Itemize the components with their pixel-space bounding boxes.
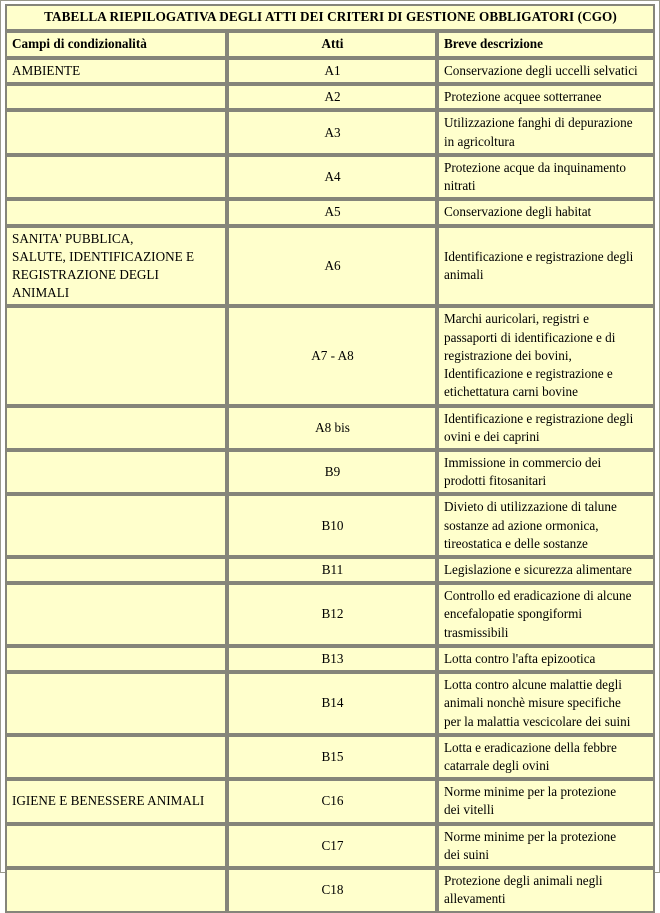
descrizione-line: Protezione degli animali negli bbox=[444, 873, 603, 889]
cell-breve-descrizione bbox=[437, 646, 655, 672]
cell-breve-descrizione bbox=[437, 306, 655, 405]
table-row bbox=[5, 199, 655, 225]
table-row bbox=[5, 450, 655, 494]
cell-breve-descrizione bbox=[437, 583, 655, 646]
descrizione-line: animali nonchè misure specifiche bbox=[444, 695, 621, 711]
campo-line: REGISTRAZIONE DEGLI bbox=[12, 266, 159, 282]
descrizione-line: Protezione acque da inquinamento bbox=[444, 159, 626, 175]
descrizione-line: catarrale degli ovini bbox=[444, 758, 550, 773]
cell-breve-descrizione bbox=[437, 824, 655, 868]
cell-campo-condizionalita bbox=[5, 406, 227, 450]
cell-breve-descrizione bbox=[437, 779, 655, 823]
cell-breve-descrizione bbox=[437, 58, 655, 84]
cell-breve-descrizione bbox=[437, 450, 655, 494]
table-row bbox=[5, 110, 655, 154]
cell-campo-condizionalita bbox=[5, 646, 227, 672]
table-row bbox=[5, 155, 655, 199]
descrizione-line: registrazione dei bovini, bbox=[444, 347, 572, 363]
cell-campo-condizionalita bbox=[5, 226, 227, 307]
table-row bbox=[5, 306, 655, 405]
cell-campo-condizionalita bbox=[5, 672, 227, 735]
cell-atto-code: B10 bbox=[227, 494, 437, 557]
table-row bbox=[5, 779, 655, 823]
cell-atto-code: C17 bbox=[227, 824, 437, 868]
descrizione-line: Utilizzazione fanghi di depurazione bbox=[444, 115, 633, 131]
table-row bbox=[5, 557, 655, 583]
cell-breve-descrizione bbox=[437, 494, 655, 557]
descrizione-line: Divieto di utilizzazione di talune bbox=[444, 499, 617, 515]
table-row bbox=[5, 735, 655, 779]
cell-atto-code: B9 bbox=[227, 450, 437, 494]
cell-campo-condizionalita bbox=[5, 494, 227, 557]
descrizione-line: Lotta contro alcune malattie degli bbox=[444, 677, 622, 693]
descrizione-line: dei suini bbox=[444, 846, 490, 862]
cell-breve-descrizione bbox=[437, 406, 655, 450]
cell-campo-condizionalita bbox=[5, 868, 227, 912]
cell-breve-descrizione bbox=[437, 226, 655, 307]
cell-atto-code: A8 bis bbox=[227, 406, 437, 450]
table-row bbox=[5, 494, 655, 557]
descrizione-line: Marchi auricolari, registri e bbox=[444, 311, 589, 327]
campo-line: SALUTE, IDENTIFICAZIONE E bbox=[12, 248, 195, 264]
cell-atto-code: B12 bbox=[227, 583, 437, 646]
cell-campo-condizionalita bbox=[5, 84, 227, 110]
table-row bbox=[5, 226, 655, 307]
cell-breve-descrizione bbox=[437, 557, 655, 583]
descrizione-line: sostanze ad azione ormonica, bbox=[444, 517, 599, 533]
campo-line: AMBIENTE bbox=[12, 63, 81, 78]
descrizione-line: Legislazione e sicurezza alimentare bbox=[444, 562, 632, 578]
table-row bbox=[5, 868, 655, 912]
column-header-descrizione: Breve descrizione bbox=[437, 31, 655, 58]
table-header-row bbox=[5, 31, 655, 58]
table-row bbox=[5, 646, 655, 672]
cell-atto-code: B14 bbox=[227, 672, 437, 735]
table-row bbox=[5, 406, 655, 450]
descrizione-line: Identificazione e registrazione e bbox=[444, 366, 613, 382]
campo-line: IGIENE E BENESSERE ANIMALI bbox=[12, 793, 205, 809]
cell-atto-code: C18 bbox=[227, 868, 437, 912]
campo-line: SANITA' PUBBLICA, bbox=[12, 230, 134, 246]
cell-breve-descrizione bbox=[437, 199, 655, 225]
cell-breve-descrizione bbox=[437, 84, 655, 110]
cgo-summary-table bbox=[5, 4, 655, 913]
cell-campo-condizionalita bbox=[5, 557, 227, 583]
cell-campo-condizionalita bbox=[5, 779, 227, 823]
descrizione-line: in agricoltura bbox=[444, 133, 515, 149]
column-header-atti: Atti bbox=[227, 31, 437, 58]
cell-campo-condizionalita bbox=[5, 735, 227, 779]
descrizione-line: Controllo ed eradicazione di alcune bbox=[444, 588, 632, 604]
column-header-campi: Campi di condizionalità bbox=[5, 31, 227, 58]
descrizione-line: Norme minime per la protezione bbox=[444, 828, 617, 844]
table-row bbox=[5, 672, 655, 735]
campo-line: ANIMALI bbox=[12, 285, 70, 301]
cell-campo-condizionalita bbox=[5, 450, 227, 494]
descrizione-line: Immissione in commercio dei bbox=[444, 454, 602, 470]
cell-atto-code: A2 bbox=[227, 84, 437, 110]
cell-campo-condizionalita bbox=[5, 155, 227, 199]
descrizione-line: Conservazione degli uccelli selvatici bbox=[444, 63, 638, 78]
cell-breve-descrizione bbox=[437, 110, 655, 154]
descrizione-line: trasmissibili bbox=[444, 624, 509, 640]
cell-breve-descrizione bbox=[437, 672, 655, 735]
descrizione-line: Identificazione e registrazione degli bbox=[444, 410, 634, 426]
cell-atto-code: A7 - A8 bbox=[227, 306, 437, 405]
descrizione-line: allevamenti bbox=[444, 891, 506, 907]
descrizione-line: ovini e dei caprini bbox=[444, 428, 540, 444]
descrizione-line: animali bbox=[444, 266, 484, 282]
cell-breve-descrizione bbox=[437, 868, 655, 912]
cell-atto-code: A4 bbox=[227, 155, 437, 199]
cell-campo-condizionalita bbox=[5, 110, 227, 154]
cell-atto-code: A5 bbox=[227, 199, 437, 225]
cell-atto-code: B13 bbox=[227, 646, 437, 672]
descrizione-line: Norme minime per la protezione bbox=[444, 784, 617, 800]
cell-breve-descrizione bbox=[437, 735, 655, 779]
descrizione-line: Conservazione degli habitat bbox=[444, 204, 592, 220]
cell-atto-code: B15 bbox=[227, 735, 437, 779]
descrizione-line: Identificazione e registrazione degli bbox=[444, 248, 634, 264]
descrizione-line: Protezione acquee sotterranee bbox=[444, 89, 602, 105]
descrizione-line: dei vitelli bbox=[444, 802, 495, 818]
cell-campo-condizionalita bbox=[5, 199, 227, 225]
cell-campo-condizionalita bbox=[5, 58, 227, 84]
cell-atto-code: A1 bbox=[227, 58, 437, 84]
cell-atto-code: C16 bbox=[227, 779, 437, 823]
table-row bbox=[5, 583, 655, 646]
table-row bbox=[5, 824, 655, 868]
descrizione-line: Lotta e eradicazione della febbre bbox=[444, 739, 617, 755]
table-body bbox=[5, 4, 655, 913]
cell-campo-condizionalita bbox=[5, 306, 227, 405]
descrizione-line: per la malattia vescicolare dei suini bbox=[444, 713, 631, 729]
table-row bbox=[5, 58, 655, 84]
descrizione-line: Lotta contro l'afta epizootica bbox=[444, 650, 596, 666]
cell-campo-condizionalita bbox=[5, 824, 227, 868]
cell-atto-code: A3 bbox=[227, 110, 437, 154]
table-row bbox=[5, 84, 655, 110]
descrizione-line: etichettatura carni bovine bbox=[444, 384, 579, 400]
table-title-row bbox=[5, 4, 655, 31]
descrizione-line: encefalopatie spongiformi bbox=[444, 606, 583, 622]
descrizione-line: nitrati bbox=[444, 178, 476, 194]
cell-breve-descrizione bbox=[437, 155, 655, 199]
descrizione-line: tireostatica e delle sostanze bbox=[444, 535, 588, 551]
page-title: TABELLA RIEPILOGATIVA DEGLI ATTI DEI CRITERI DI GESTIONE OBBLIGATORI (CGO) bbox=[5, 4, 655, 31]
cell-atto-code: B11 bbox=[227, 557, 437, 583]
cell-atto-code: A6 bbox=[227, 226, 437, 307]
cell-campo-condizionalita bbox=[5, 583, 227, 646]
descrizione-line: passaporti di identificazione e di bbox=[444, 329, 616, 345]
descrizione-line: prodotti fitosanitari bbox=[444, 473, 547, 489]
